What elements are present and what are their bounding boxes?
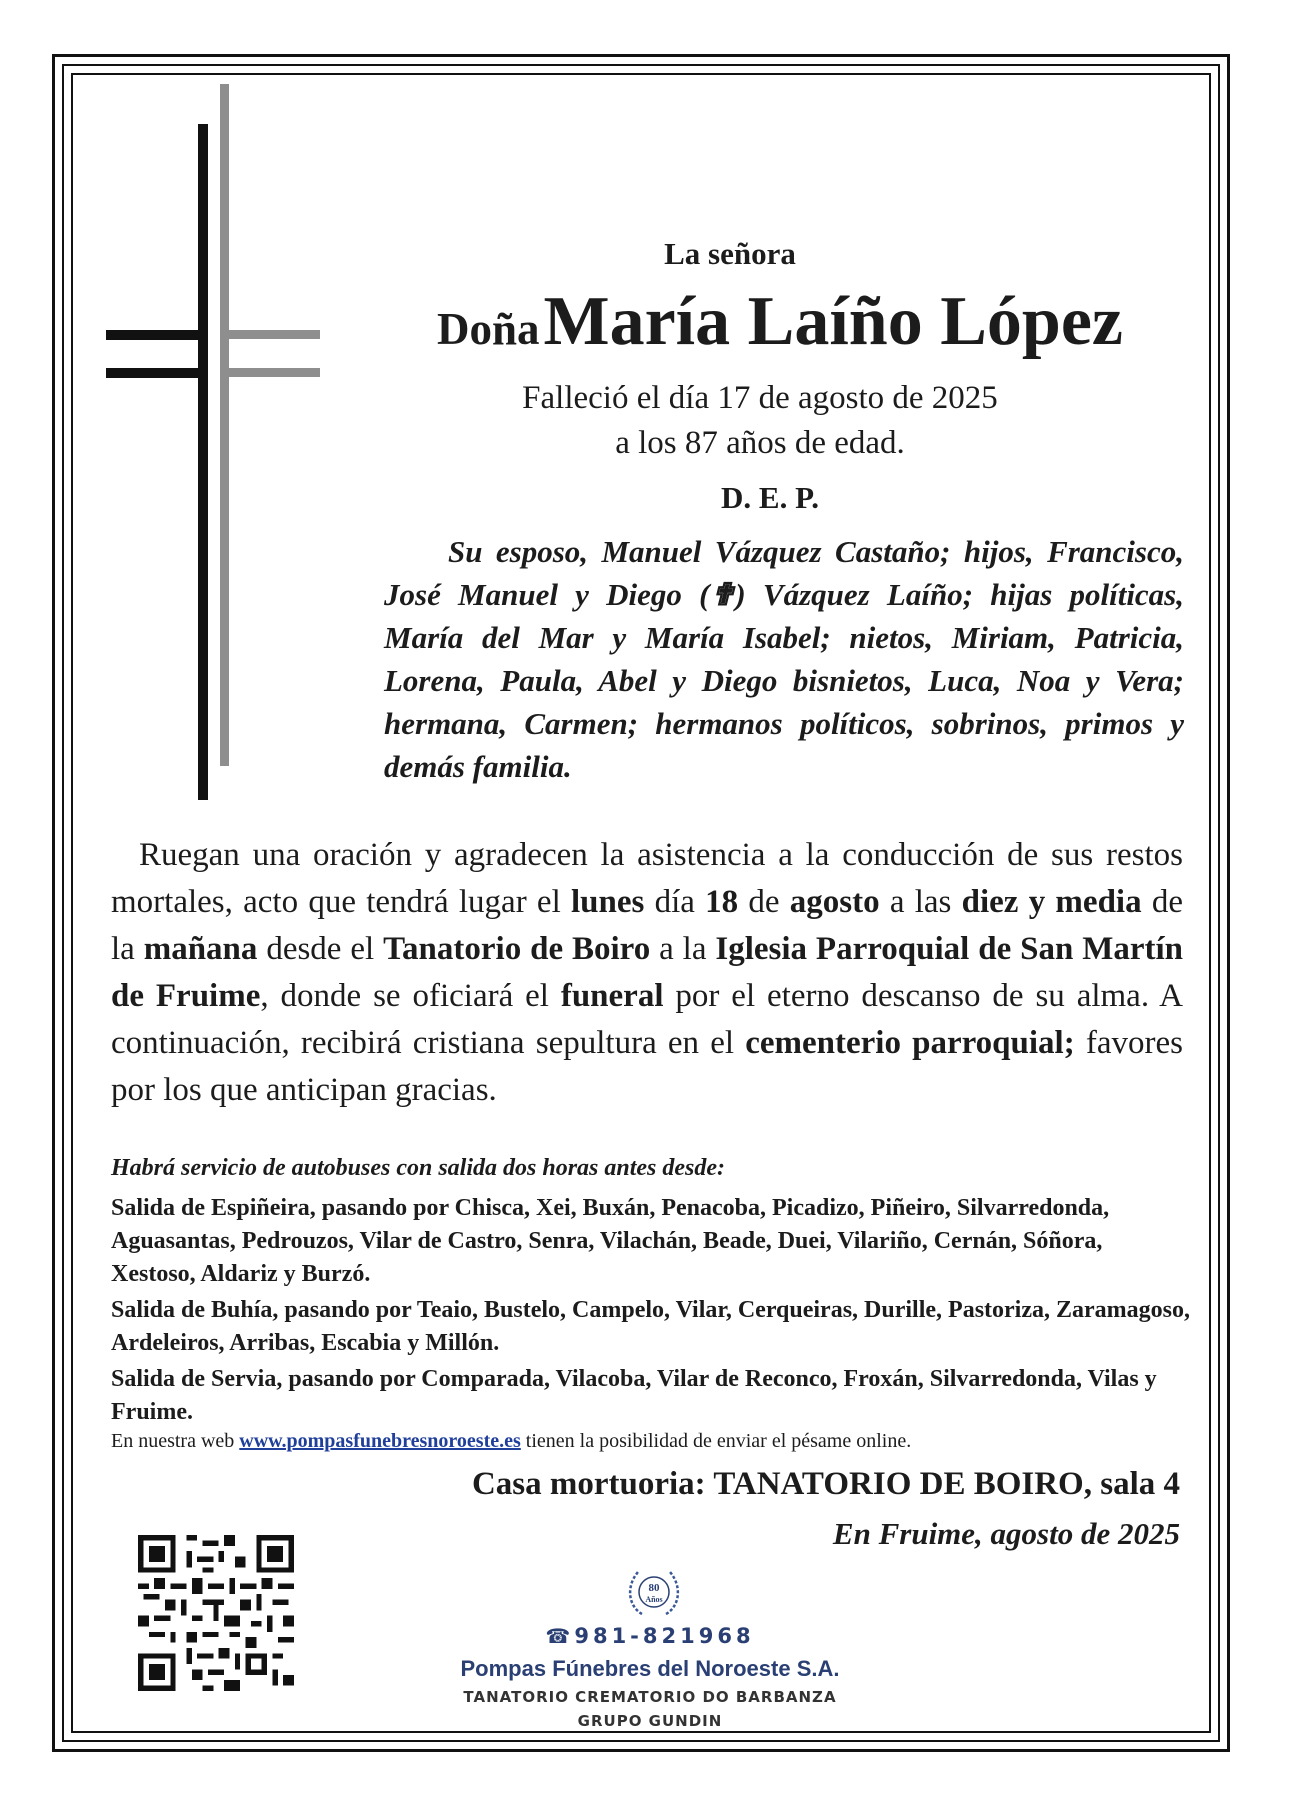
bus-route-1: Salida de Espiñeira, pasando por Chisca, Xei, Buxán, Penacoba, Picadizo, Piñeiro, Silvarredonda, Aguasantas, Pedrouzos, Vilar de Castro, Senra, Vilachán, Beade, Duei, Vilariño, Cernán, Sóñora, Xestoso, Aldariz y Burzó. <box>111 1195 1110 1287</box>
family-paragraph: Su esposo, Manuel Vázquez Castaño; hijos, Francisco, José Manuel y Diego (✟) Vázquez Laíño; hijas políticas, María del Mar y María Isabel; nietos, Miriam, Patricia, Lorena, Paula, Abel y Diego bisnietos, Luca, Noa y Vera; hermana, Carmen; hermanos políticos, sobrinos, primos y demás familia. <box>384 534 1184 784</box>
website-link[interactable]: www.pompasfunebresnoroeste.es <box>239 1430 521 1452</box>
age-text: a los 87 años de edad. <box>615 425 905 461</box>
company-name: Pompas Fúnebres del Noroeste S.A. <box>460 1656 840 1681</box>
ceremony-paragraph: Ruegan una oración y agradecen la asistencia a la conducción de sus restos mortales, acto que tendrá lugar el lunes día 18 de agosto a las diez y media de la mañana desde el Tanatorio de Boiro a la Iglesia Parroquial de San Martín de Fruime, donde se oficiará el funeral por el eterno descanso de su alma. A continuación, recibirá cristiana sepultura en el cementerio parroquial; favores por los que anticipan gracias. <box>111 837 1184 1108</box>
web-note: En nuestra web www.pompasfunebresnoroeste.es tienen la posibilidad de enviar el pésame online. <box>111 1430 912 1452</box>
anniversary-badge-icon <box>620 1562 688 1622</box>
bus-route-2: Salida de Buhía, pasando por Teaio, Bustelo, Campelo, Vilar, Cerqueiras, Durille, Pastoriza, Zaramagoso, Ardeleiros, Arribas, Escabia y Millón. <box>111 1297 1190 1356</box>
cross-small-icon: ✟ <box>709 577 736 612</box>
tanatorio-text: TANATORIO CREMATORIO DO BARBANZA <box>463 1688 837 1706</box>
phone-number[interactable]: 981-821968 <box>574 1624 755 1648</box>
bus-route-3: Salida de Servia, pasando por Comparada, Vilacoba, Vilar de Reconco, Froxán, Silvarredonda, Vilas y Fruime. <box>111 1366 1157 1425</box>
badge-number: 80 <box>648 1582 660 1594</box>
dep-text: D. E. P. <box>721 480 819 515</box>
telephone-icon: ☎ <box>545 1624 571 1648</box>
casa-mortuoria: Casa mortuoria: TANATORIO DE BOIRO, sala 4 <box>471 1466 1180 1502</box>
deceased-name <box>370 282 1190 362</box>
intro-text: La señora <box>664 236 796 271</box>
place-date: En Fruime, agosto de 2025 <box>832 1516 1180 1551</box>
phone-line <box>380 1624 920 1648</box>
bus-service-title: Habrá servicio de autobuses con salida dos horas antes desde: <box>111 1155 726 1181</box>
death-date: Falleció el día 17 de agosto de 2025 <box>522 380 998 416</box>
name-main: María Laíño López <box>543 283 1123 360</box>
name-prefix: Doña <box>437 304 540 354</box>
qr-code[interactable] <box>138 1535 294 1691</box>
group-text: GRUPO GUNDIN <box>577 1712 723 1730</box>
badge-text: Años <box>645 1595 663 1604</box>
